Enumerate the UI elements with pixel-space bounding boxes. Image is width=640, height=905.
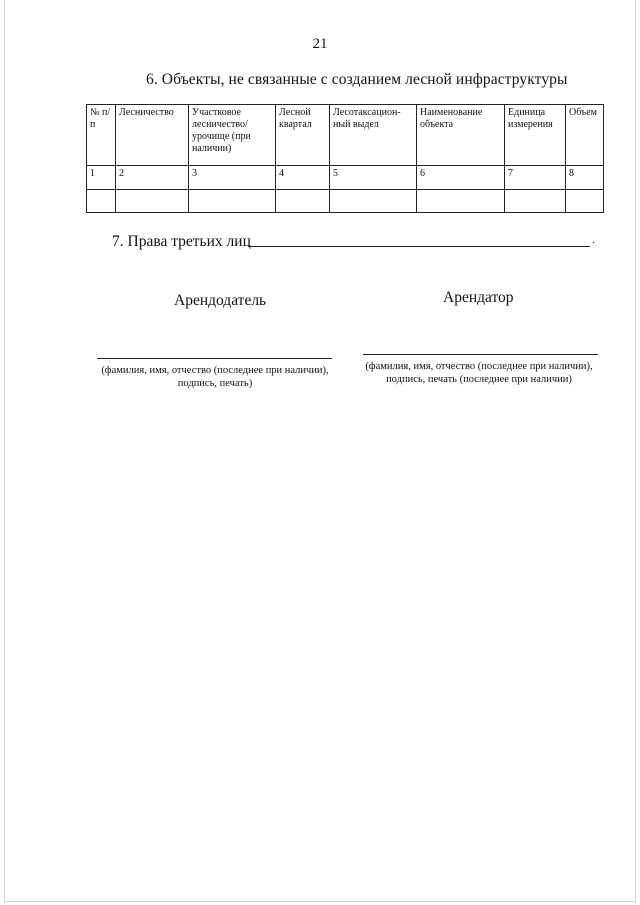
table-cell: 8: [566, 166, 604, 190]
table-cell: [566, 190, 604, 213]
header-cell-unit: Единица измерения: [505, 105, 566, 166]
lessor-signature-line[interactable]: [97, 358, 332, 359]
table-cell: 5: [330, 166, 417, 190]
table-cell: 4: [276, 166, 330, 190]
header-cell-district-forestry: Участковое лесничество/ урочище (при наличии): [189, 105, 276, 166]
table-cell: 6: [417, 166, 505, 190]
table-cell: [116, 190, 189, 213]
table-cell: [505, 190, 566, 213]
header-cell-allotment: Лесотаксацион-ный выдел: [330, 105, 417, 166]
table-cell: [276, 190, 330, 213]
table-cell: [189, 190, 276, 213]
table-cell: [87, 190, 116, 213]
header-cell-quarter: Лесной квартал: [276, 105, 330, 166]
table-row: [87, 190, 604, 213]
section-7-label: 7. Права третьих лиц: [112, 233, 251, 250]
lessee-signature-line[interactable]: [363, 354, 598, 355]
table-row: [87, 166, 604, 190]
header-cell-forestry: Лесничество: [116, 105, 189, 166]
table-cell: [417, 190, 505, 213]
section-7-end-mark: .: [592, 232, 595, 246]
lessee-title: Арендатор: [443, 289, 514, 306]
table-cell: [330, 190, 417, 213]
objects-table: [86, 104, 604, 213]
page-number: 21: [312, 36, 328, 52]
table-cell: 2: [116, 166, 189, 190]
header-cell-volume: Объем: [566, 105, 604, 166]
table-cell: 3: [189, 166, 276, 190]
lessee-signature-caption: (фамилия, имя, отчество (последнее при наличии), подпись, печать (последнее при наличии): [365, 361, 593, 386]
table-cell: 7: [505, 166, 566, 190]
section-6-title: 6. Объекты, не связанные с созданием лесной инфраструктуры: [146, 71, 568, 88]
header-cell-number: № п/п: [87, 105, 116, 166]
lessor-signature-caption: (фамилия, имя, отчество (последнее при наличии), подпись, печать): [101, 365, 329, 390]
table-cell: 1: [87, 166, 116, 190]
header-cell-object-name: Наименование объекта: [417, 105, 505, 166]
table-header-row: [87, 105, 604, 166]
third-party-rights-field[interactable]: [248, 246, 590, 247]
lessor-title: Арендодатель: [174, 292, 267, 309]
